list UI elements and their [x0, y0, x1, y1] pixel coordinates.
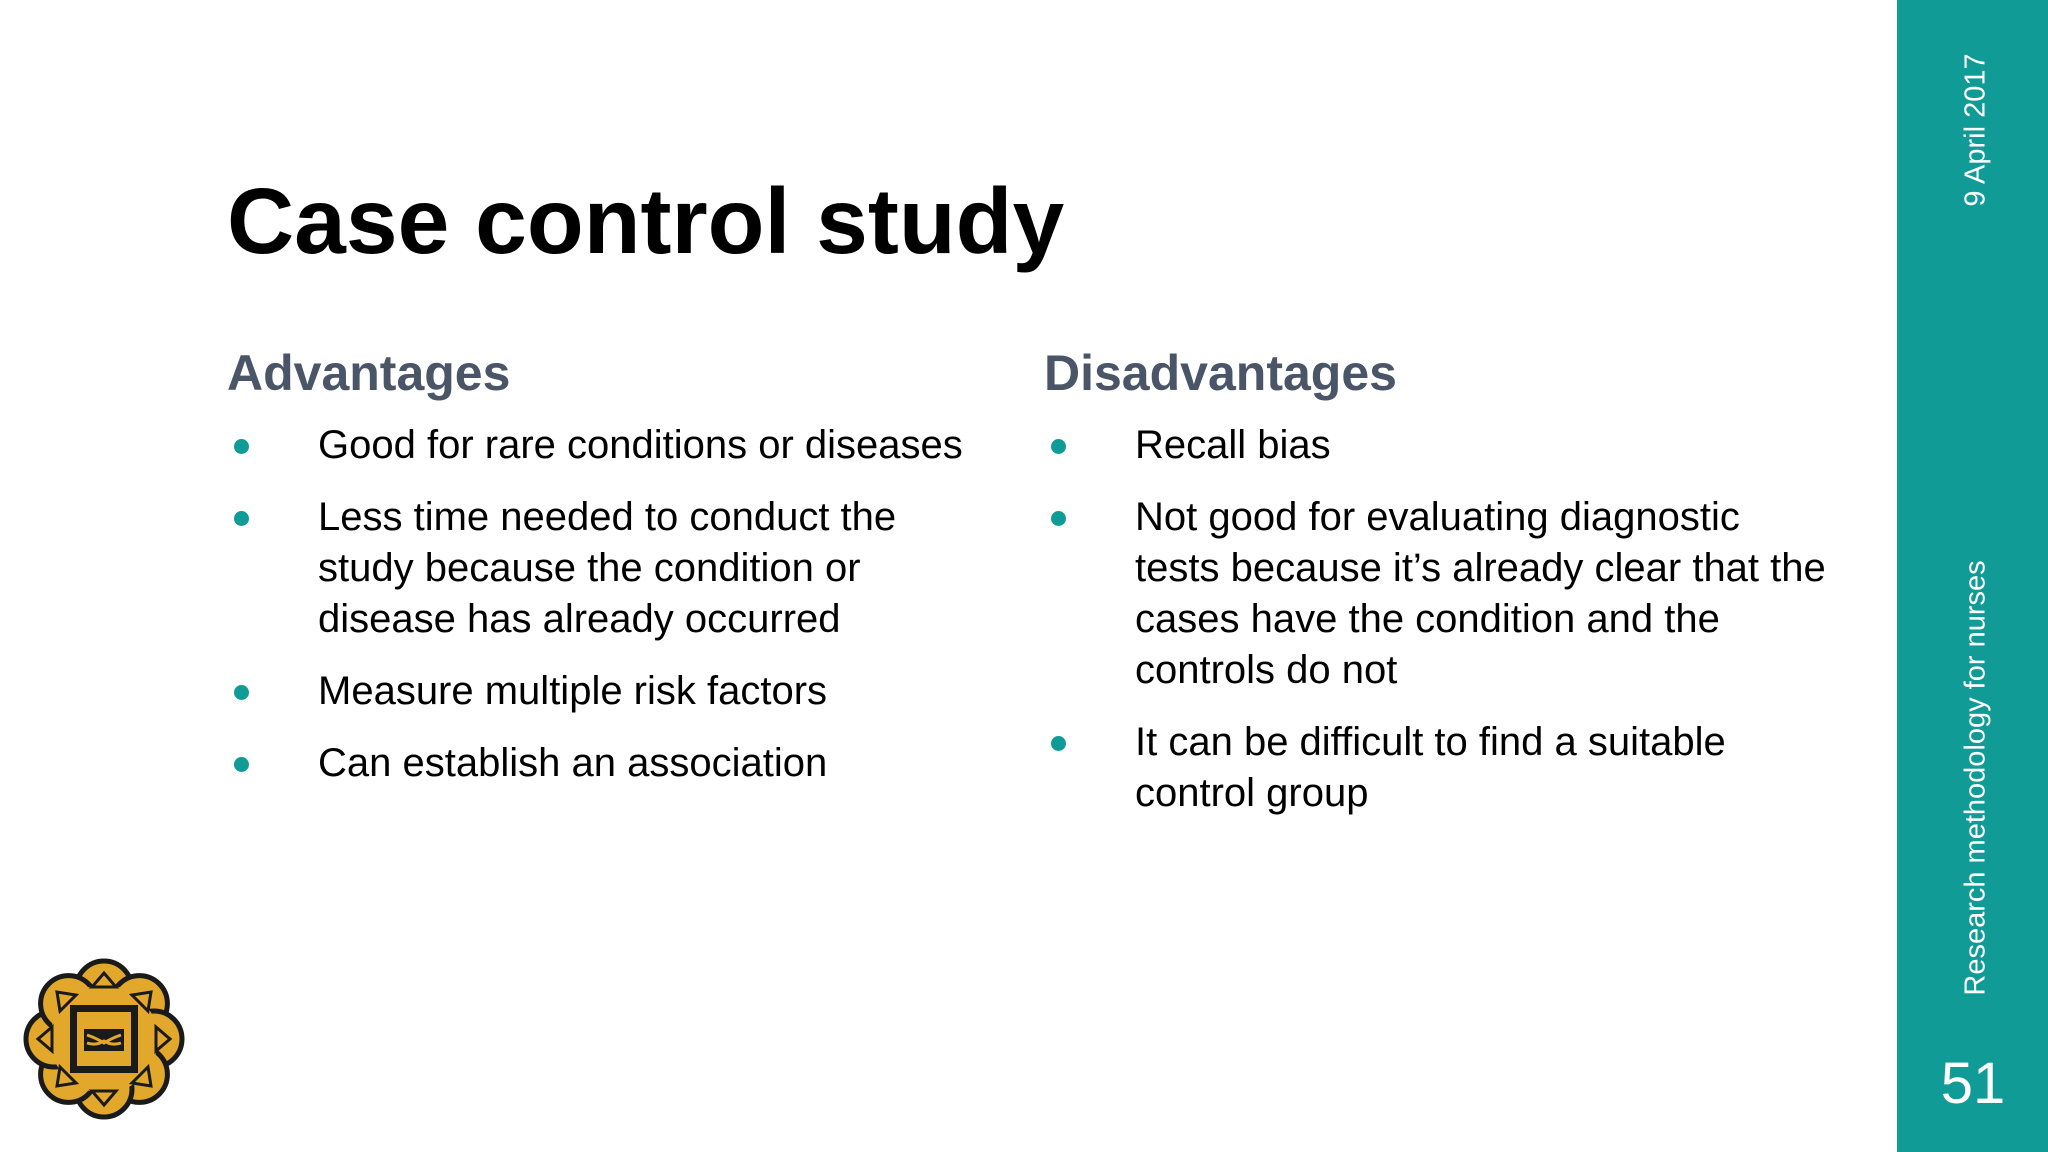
disadvantages-heading: Disadvantages [1044, 345, 1397, 401]
advantages-column [227, 342, 987, 810]
list-item [227, 666, 987, 717]
advantage-text: Less time needed to conduct the study because the condition or disease has already occurred [318, 495, 897, 641]
bullet-icon [234, 685, 249, 700]
slide-date: 9 April 2017 [1959, 53, 1992, 207]
list-item [227, 492, 987, 645]
disadvantage-text: Recall bias [1135, 423, 1331, 467]
list-item [227, 738, 987, 789]
slide-title: Case control study [227, 169, 1065, 273]
advantages-heading: Advantages [227, 345, 511, 401]
advantage-text: Good for rare conditions or diseases [318, 423, 963, 467]
bullet-icon [234, 511, 249, 526]
disadvantages-list [1044, 420, 1834, 819]
disadvantage-text: It can be difficult to find a suitable control group [1135, 720, 1726, 815]
disadvantage-text: Not good for evaluating diagnostic tests because it’s already clear that the cases have the condition and the controls do not [1135, 495, 1826, 692]
bullet-icon [1051, 439, 1066, 454]
university-emblem-icon [20, 955, 188, 1123]
list-item [227, 420, 987, 471]
disadvantages-column [1044, 342, 1834, 840]
advantage-text: Can establish an association [318, 741, 828, 785]
slide-footer: Research methodology for nurses [1959, 560, 1992, 996]
list-item [1044, 420, 1834, 471]
advantages-list [227, 420, 987, 789]
slide-number: 51 [1940, 1051, 2006, 1116]
bullet-icon [234, 757, 249, 772]
list-item [1044, 492, 1834, 696]
advantage-text: Measure multiple risk factors [318, 669, 828, 713]
bullet-icon [1051, 511, 1066, 526]
bullet-icon [234, 439, 249, 454]
list-item [1044, 717, 1834, 819]
bullet-icon [1051, 736, 1066, 751]
